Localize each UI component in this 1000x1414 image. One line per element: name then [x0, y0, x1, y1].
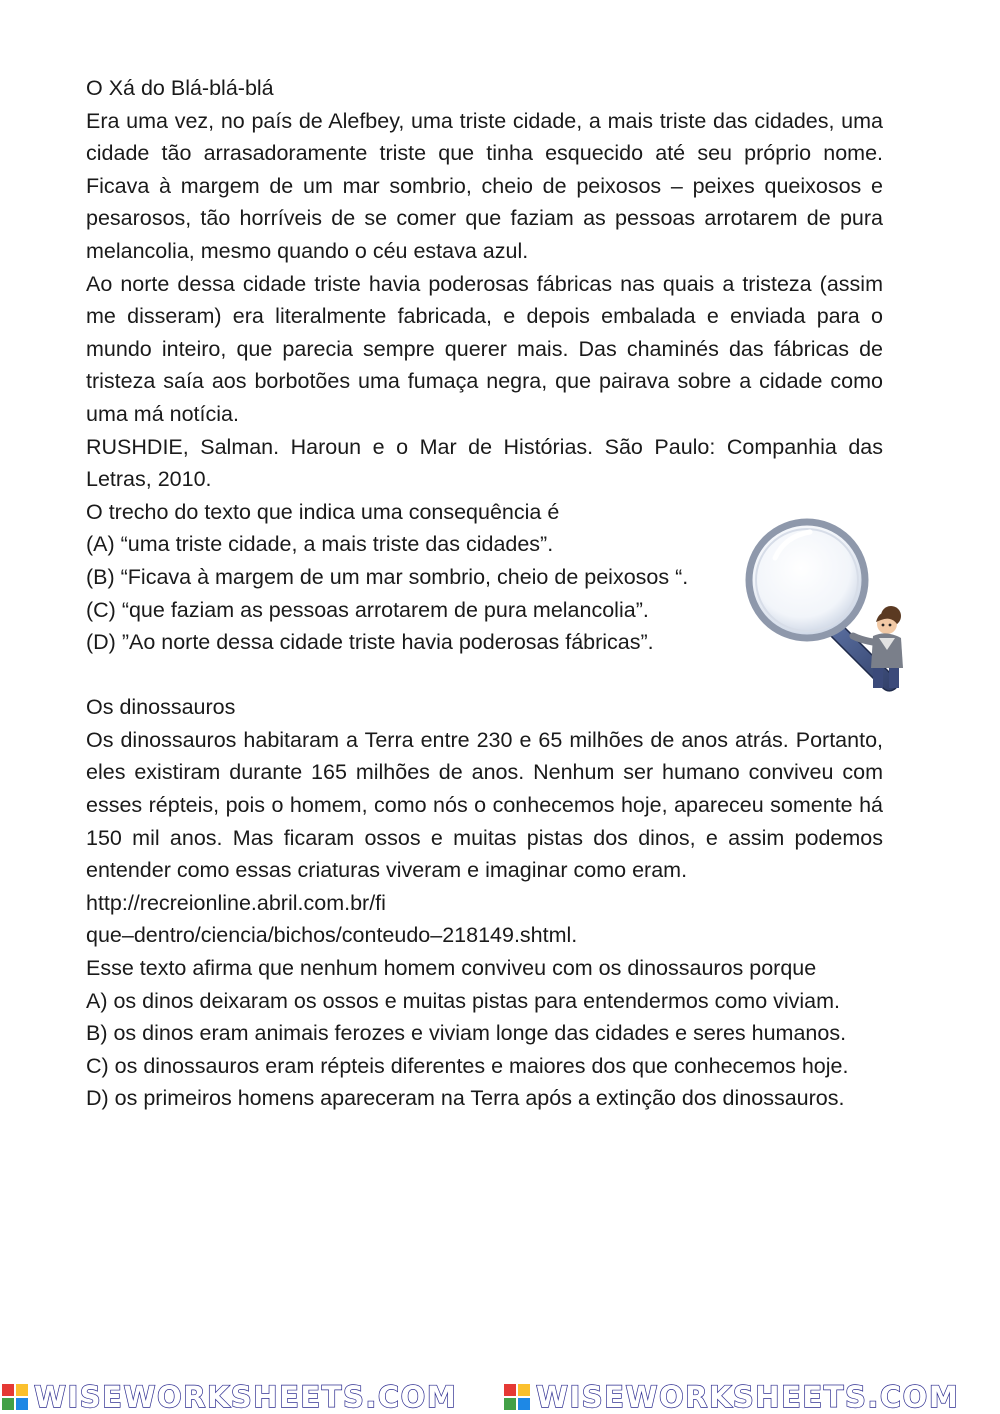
footer-brand-right[interactable] — [504, 1380, 959, 1414]
section1-option-b[interactable]: (B) “Ficava à margem de um mar sombrio, cheio de peixosos “. — [86, 564, 689, 589]
section1-title: O Xá do Blá-blá-blá — [86, 76, 274, 100]
section1-paragraph2: Ao norte dessa cidade triste havia poderosas fábricas nas quais a tristeza (assim me disseram) era literalmente fabricada, e depois embalada e enviada para o mundo inteiro, que parecia sempre querer mais. Das chaminés das fábricas de tristeza saía aos borbotões uma fumaça negra, que pairava sobre a cidade como uma má notícia. — [86, 271, 883, 426]
section2-option-d[interactable]: D) os primeiros homens apareceram na Terra após a extinção dos dinossauros. — [86, 1086, 845, 1111]
section2-source-url-line2: que–dentro/ciencia/bichos/conteudo–218149.shtml. — [86, 923, 578, 948]
section2-question: Esse texto afirma que nenhum homem conviveu com os dinossauros porque — [86, 956, 817, 981]
wise-logo-icon — [2, 1384, 28, 1410]
section1-option-c[interactable]: (C) “que faziam as pessoas arrotarem de pura melancolia”. — [86, 597, 649, 622]
section2-title: Os dinossauros — [86, 695, 236, 720]
section1-option-d[interactable]: (D) ”Ao norte dessa cidade triste havia poderosas fábricas”. — [86, 630, 654, 655]
footer-brand-bar — [0, 1380, 1000, 1414]
section1-option-a[interactable]: (A) “uma triste cidade, a mais triste das cidades”. — [86, 532, 554, 557]
brand-name-left: WISEWORKSHEETS.COM — [34, 1380, 458, 1414]
section2-option-b[interactable]: B) os dinos eram animais ferozes e viviam longe das cidades e seres humanos. — [86, 1021, 847, 1046]
section1-paragraph1: Era uma vez, no país de Alefbey, uma triste cidade, a mais triste das cidades, uma cidade tão arrasadoramente triste que tinha esquecido até seu próprio nome. Ficava à margem de um mar sombrio, cheio de peixosos – peixes queixosos e pesarosos, tão horríveis de se comer que faziam as pessoas arrotarem de pura melancolia, mesmo quando o céu estava azul. — [86, 108, 883, 263]
section2-source-url-line1: http://recreionline.abril.com.br/fi — [86, 890, 386, 915]
magnifying-glass-with-person-icon — [745, 518, 915, 693]
footer-brand-left[interactable] — [2, 1380, 457, 1414]
wise-logo-icon — [504, 1384, 530, 1410]
section2-paragraph1: Os dinossauros habitaram a Terra entre 230 e 65 milhões de anos atrás. Portanto, eles existiram durante 165 milhões de anos. Nenhum ser humano conviveu com esses répteis, pois o homem, como nós o conhecemos hoje, apareceu somente há 150 mil anos. Mas ficaram ossos e muitas pistas dos dinos, e assim podemos entender como essas criaturas viveram e imaginar como eram. — [86, 727, 883, 883]
section1-citation: RUSHDIE, Salman. Haroun e o Mar de Histórias. São Paulo: Companhia das Letras, 2010. — [86, 434, 883, 492]
section2-option-a[interactable]: A) os dinos deixaram os ossos e muitas pistas para entendermos como viviam. — [86, 988, 841, 1013]
section1-question: O trecho do texto que indica uma consequência é — [86, 499, 560, 524]
brand-name-right: WISEWORKSHEETS.COM — [536, 1380, 960, 1414]
section2-option-c[interactable]: C) os dinossauros eram répteis diferentes e maiores dos que conhecemos hoje. — [86, 1053, 849, 1078]
